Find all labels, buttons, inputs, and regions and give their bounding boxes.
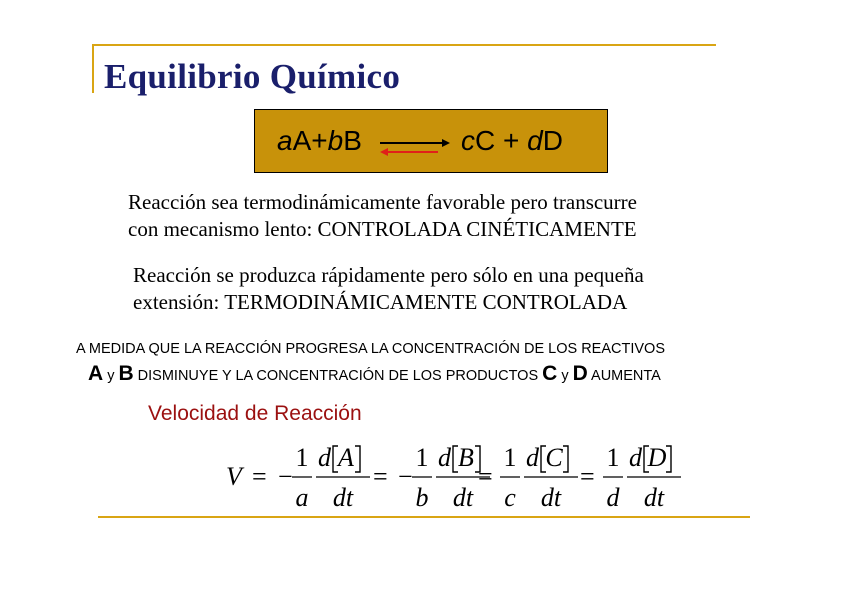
eq-d: d: [526, 443, 539, 472]
top-border-line: [92, 44, 716, 46]
eq-species: D: [647, 443, 667, 472]
caps-line-2: A y B DISMINUYE Y LA CONCENTRACIÓN DE LOS PRODUCTOS C y D AUMENTA: [88, 362, 661, 385]
right-bracket: [563, 446, 568, 472]
products: cC + dD: [461, 125, 563, 156]
equilibrium-arrows-icon: [378, 134, 452, 160]
reactants: aA+bB: [277, 125, 362, 156]
caps-line-1: A MEDIDA QUE LA REACCIÓN PROGRESA LA CONCENTRACIÓN DE LOS REACTIVOS: [76, 341, 665, 357]
right-bracket: [666, 446, 671, 472]
eq-numerator-one: 1: [295, 443, 309, 472]
eq-dt: dt: [540, 483, 562, 512]
eq-equals: =: [580, 462, 595, 491]
thermodynamic-control-paragraph: Reacción se produzca rápidamente pero sólo en una pequeña extensión: TERMODINÁMICAMENTE CONTROLADA: [133, 263, 644, 314]
eq-numerator-one: 1: [503, 443, 517, 472]
eq-numerator-one: 1: [606, 443, 620, 472]
eq-numerator-one: 1: [415, 443, 429, 472]
eq-equals: =: [252, 462, 267, 491]
eq-d: d: [318, 443, 331, 472]
rate-equation: [210, 438, 710, 518]
eq-coefficient: d: [606, 483, 620, 512]
eq-dt: dt: [643, 483, 665, 512]
eq-minus-sign: −: [278, 462, 293, 491]
eq-species: A: [338, 443, 354, 472]
eq-dt: dt: [332, 483, 354, 512]
eq-minus-sign: −: [398, 462, 413, 491]
eq-equals: =: [478, 462, 493, 491]
eq-V: V: [226, 462, 242, 491]
eq-d: d: [438, 443, 451, 472]
bottom-border-line: [98, 516, 750, 518]
eq-d: d: [629, 443, 642, 472]
eq-species: B: [458, 443, 474, 472]
eq-dt: dt: [452, 483, 474, 512]
eq-species: C: [545, 443, 563, 472]
reaction-box: [254, 109, 608, 173]
eq-coefficient: c: [504, 483, 516, 512]
right-bracket: [355, 446, 360, 472]
eq-coefficient: a: [295, 483, 309, 512]
left-border-line: [92, 44, 94, 93]
eq-equals: =: [373, 462, 388, 491]
kinetic-control-paragraph: Reacción sea termodinámicamente favorable pero transcurre con mecanismo lento: CONTROLADA CINÉTICAMENTE: [128, 190, 637, 241]
eq-coefficient: b: [415, 483, 429, 512]
page-title: Equilibrio Químico: [104, 57, 401, 96]
velocity-label: Velocidad de Reacción: [148, 402, 362, 425]
